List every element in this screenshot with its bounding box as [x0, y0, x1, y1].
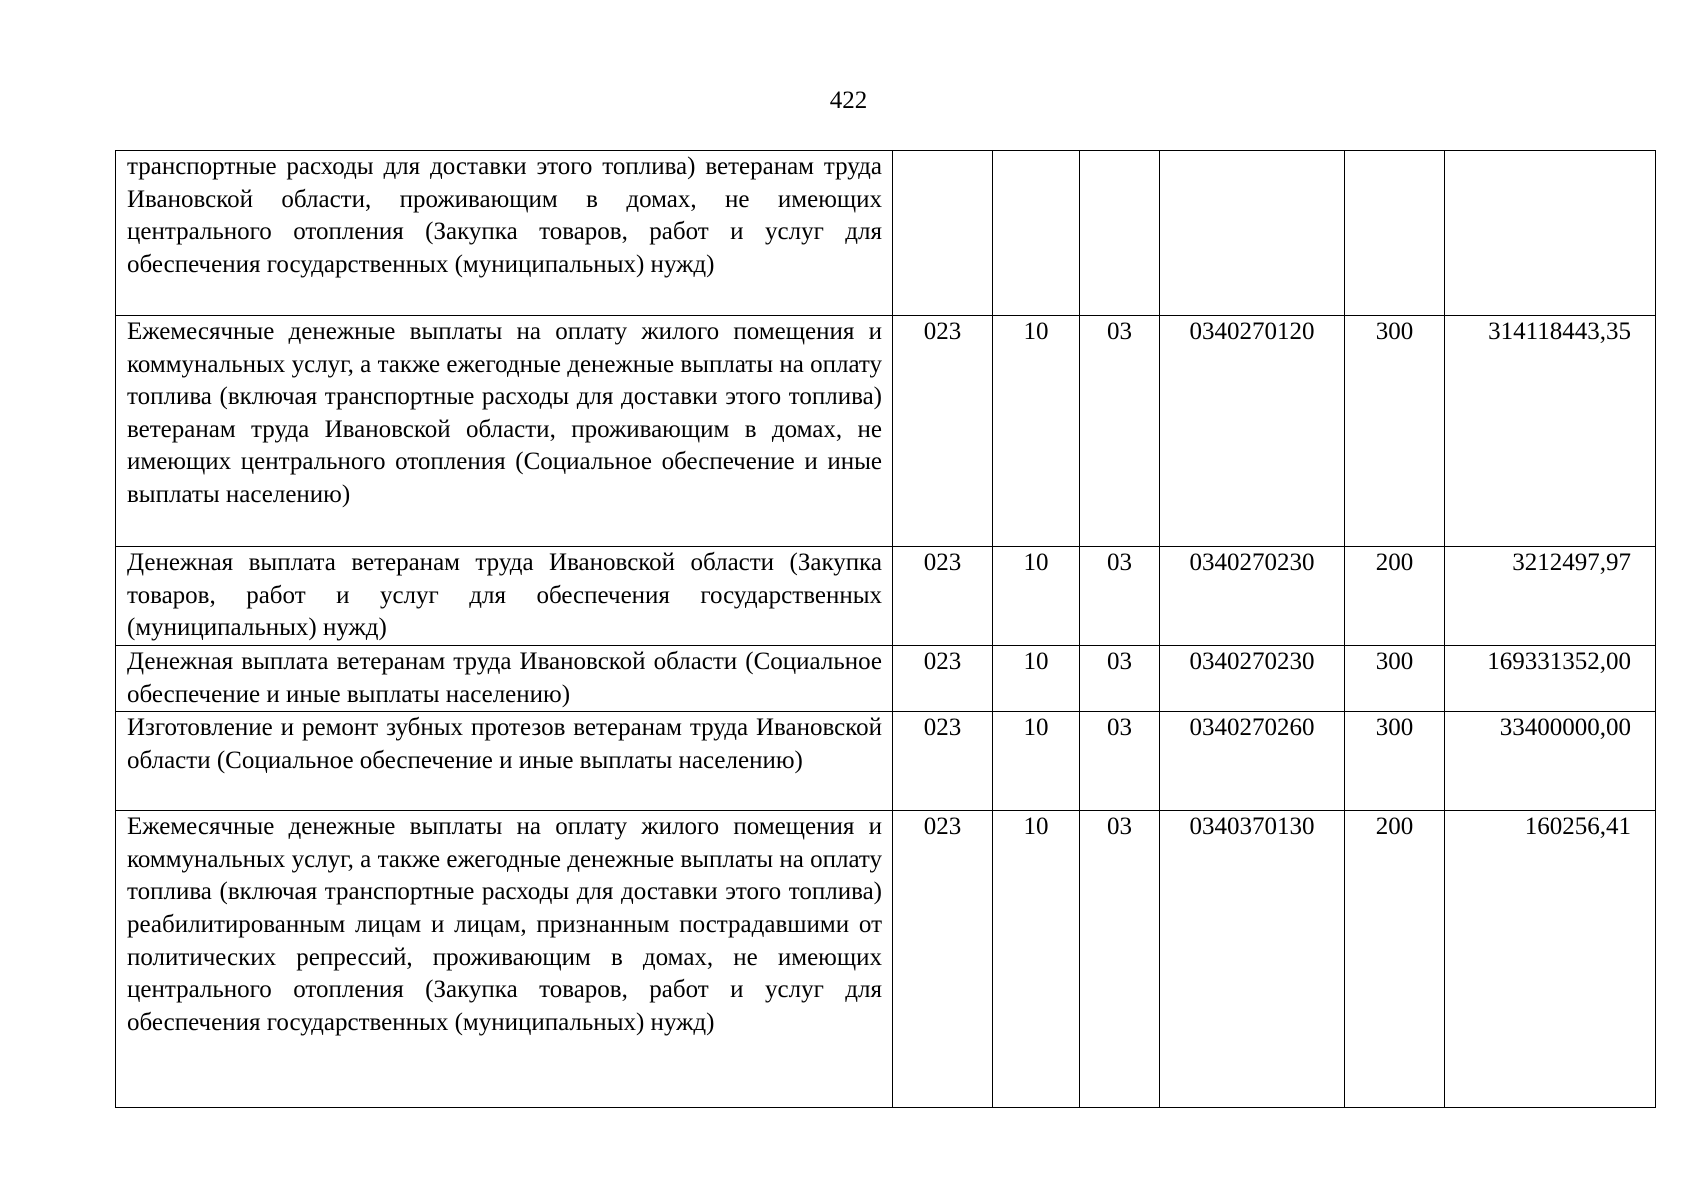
- row-subsection: 03: [1080, 547, 1160, 646]
- row-target-article: 0340270120: [1160, 316, 1345, 547]
- row-section: 10: [993, 712, 1080, 811]
- row-target-article: 0340270230: [1160, 646, 1345, 712]
- row-ministry: 023: [893, 646, 993, 712]
- row-subsection: [1080, 151, 1160, 316]
- row-subsection: 03: [1080, 811, 1160, 1108]
- row-expense-type: 200: [1345, 811, 1445, 1108]
- row-section: [993, 151, 1080, 316]
- table-row: [116, 151, 1656, 316]
- row-subsection: 03: [1080, 646, 1160, 712]
- row-expense-type: 300: [1345, 646, 1445, 712]
- row-target-article: [1160, 151, 1345, 316]
- row-section: 10: [993, 547, 1080, 646]
- row-target-article: 0340270260: [1160, 712, 1345, 811]
- table-row: [116, 316, 1656, 547]
- row-expense-type: 200: [1345, 547, 1445, 646]
- row-amount: 314118443,35: [1445, 316, 1656, 547]
- row-description: Изготовление и ремонт зубных протезов ветеранам труда Ивановской области (Социальное обеспечение и иные выплаты населению): [116, 712, 893, 811]
- row-amount: 169331352,00: [1445, 646, 1656, 712]
- row-ministry: 023: [893, 712, 993, 811]
- row-target-article: 0340370130: [1160, 811, 1345, 1108]
- row-amount: [1445, 151, 1656, 316]
- table-row: [116, 811, 1656, 1108]
- row-description: Ежемесячные денежные выплаты на оплату жилого помещения и коммунальных услуг, а также ежегодные денежные выплаты на оплату топлива (включая транспортные расходы для доставки этого топлива) реабилитированным лицам и лицам, признанным пострадавшими от политических репрессий, проживающим в домах, не имеющих центрального отопления (Закупка товаров, работ и услуг для обеспечения государственных (муниципальных) нужд): [116, 811, 893, 1108]
- table-row: [116, 712, 1656, 811]
- row-description: Ежемесячные денежные выплаты на оплату жилого помещения и коммунальных услуг, а также ежегодные денежные выплаты на оплату топлива (включая транспортные расходы для доставки этого топлива) ветеранам труда Ивановской области, проживающим в домах, не имеющих центрального отопления (Социальное обеспечение и иные выплаты населению): [116, 316, 893, 547]
- row-description: Денежная выплата ветеранам труда Ивановской области (Закупка товаров, работ и услуг для обеспечения государственных (муниципальных) нужд): [116, 547, 893, 646]
- row-section: 10: [993, 811, 1080, 1108]
- row-section: 10: [993, 646, 1080, 712]
- row-target-article: 0340270230: [1160, 547, 1345, 646]
- row-amount: 3212497,97: [1445, 547, 1656, 646]
- row-description: Денежная выплата ветеранам труда Ивановской области (Социальное обеспечение и иные выплаты населению): [116, 646, 893, 712]
- row-amount: 160256,41: [1445, 811, 1656, 1108]
- row-ministry: 023: [893, 547, 993, 646]
- row-ministry: 023: [893, 811, 993, 1108]
- budget-table: [115, 150, 1656, 1108]
- row-description: транспортные расходы для доставки этого топлива) ветеранам труда Ивановской области, проживающим в домах, не имеющих центрального отопления (Закупка товаров, работ и услуг для обеспечения государственных (муниципальных) нужд): [116, 151, 893, 316]
- row-expense-type: 300: [1345, 316, 1445, 547]
- row-ministry: 023: [893, 316, 993, 547]
- table-row: [116, 646, 1656, 712]
- table-body: [116, 151, 1656, 1108]
- row-subsection: 03: [1080, 316, 1160, 547]
- row-section: 10: [993, 316, 1080, 547]
- row-expense-type: [1345, 151, 1445, 316]
- table-row: [116, 547, 1656, 646]
- row-expense-type: 300: [1345, 712, 1445, 811]
- row-amount: 33400000,00: [1445, 712, 1656, 811]
- row-ministry: [893, 151, 993, 316]
- page-number: 422: [829, 87, 868, 114]
- row-subsection: 03: [1080, 712, 1160, 811]
